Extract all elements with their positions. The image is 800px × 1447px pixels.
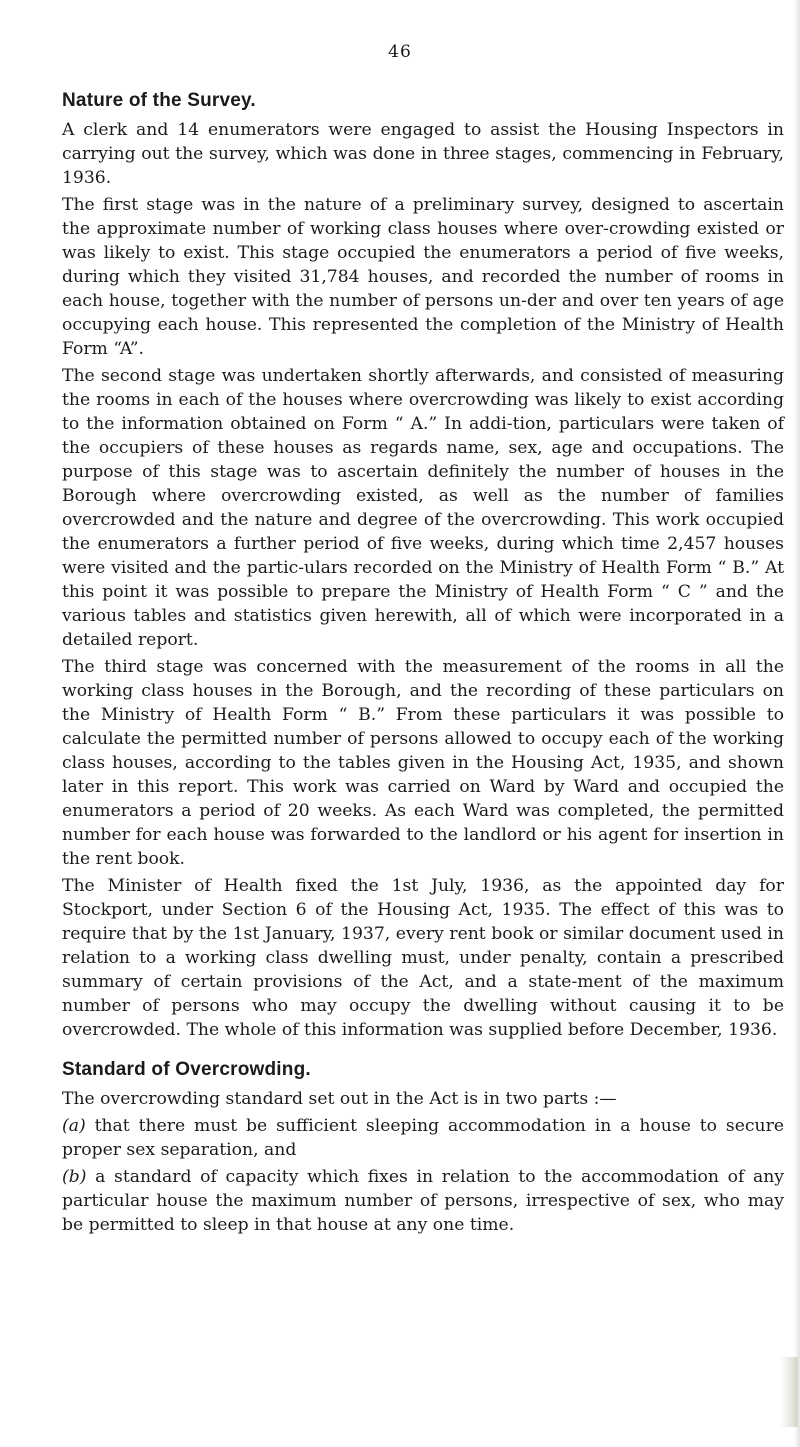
clause-b	[62, 1165, 784, 1237]
page-content	[62, 90, 784, 1240]
section-heading: Standard of Overcrowding.	[62, 1059, 311, 1080]
section-standard-of-overcrowding	[62, 1059, 784, 1237]
clause-label: (b)	[62, 1167, 87, 1187]
clause-text: a standard of capacity which fixes in relation to the accommodation of any particular house the maximum number of persons, irrespective of sex, who may be permitted to sleep in that house at any one time.	[62, 1167, 784, 1235]
section-nature-of-survey	[62, 90, 784, 1042]
section-heading: Nature of the Survey.	[62, 90, 256, 111]
page-edge-stain	[780, 1357, 798, 1427]
paragraph: The overcrowding standard set out in the Act is in two parts :—	[62, 1089, 617, 1109]
page-number: 46	[388, 42, 412, 62]
paragraph: A clerk and 14 enumerators were engaged to assist the Housing Inspectors in carrying out the survey, which was done in three stages, commencing in February, 1936.	[62, 120, 784, 188]
clause-label: (a)	[62, 1116, 86, 1136]
paragraph: The third stage was concerned with the measurement of the rooms in all the working class houses in the Borough, and the recording of these particulars on the Ministry of Health Form “ B.” From these particulars it was possible to calculate the permitted number of persons allowed to occupy each of the working class houses, according to the tables given in the Housing Act, 1935, and shown later in this report. This work was carried on Ward by Ward and occupied the enumerators a period of 20 weeks. As each Ward was completed, the permitted number for each house was forwarded to the landlord or his agent for insertion in the rent book.	[62, 657, 784, 869]
clause-text: that there must be sufficient sleeping accommodation in a house to secure proper sex separation, and	[62, 1116, 784, 1160]
paragraph: The first stage was in the nature of a preliminary survey, designed to ascertain the approximate number of working class houses where over-crowding existed or was likely to exist. This stage occupied the enumerators a period of five weeks, during which they visited 31,784 houses, and recorded the number of rooms in each house, together with the number of persons un-der and over ten years of age occupying each house. This represented the completion of the Ministry of Health Form “A”.	[62, 195, 784, 359]
paragraph: The second stage was undertaken shortly afterwards, and consisted of measuring the rooms in each of the houses where overcrowding was likely to exist according to the information obtained on Form “ A.” In addi-tion, particulars were taken of the occupiers of these houses as regards name, sex, age and occupations. The purpose of this stage was to ascertain definitely the number of houses in the Borough where overcrowding existed, as well as the number of families overcrowded and the nature and degree of the overcrowding. This work occupied the enumerators a further period of five weeks, during which time 2,457 houses were visited and the partic-ulars recorded on the Ministry of Health Form “ B.” At this point it was possible to prepare the Ministry of Health Form “ C ” and the various tables and statistics given herewith, all of which were incorporated in a detailed report.	[62, 366, 784, 650]
page-edge-shadow	[794, 0, 800, 1447]
section-spacer	[62, 1045, 784, 1059]
clause-a	[62, 1114, 784, 1162]
paragraph: The Minister of Health fixed the 1st July, 1936, as the appointed day for Stockport, under Section 6 of the Housing Act, 1935. The effect of this was to require that by the 1st January, 1937, every rent book or similar document used in relation to a working class dwelling must, under penalty, contain a prescribed summary of certain provisions of the Act, and a state-ment of the maximum number of persons who may occupy the dwelling without causing it to be overcrowded. The whole of this information was supplied before December, 1936.	[62, 876, 784, 1040]
